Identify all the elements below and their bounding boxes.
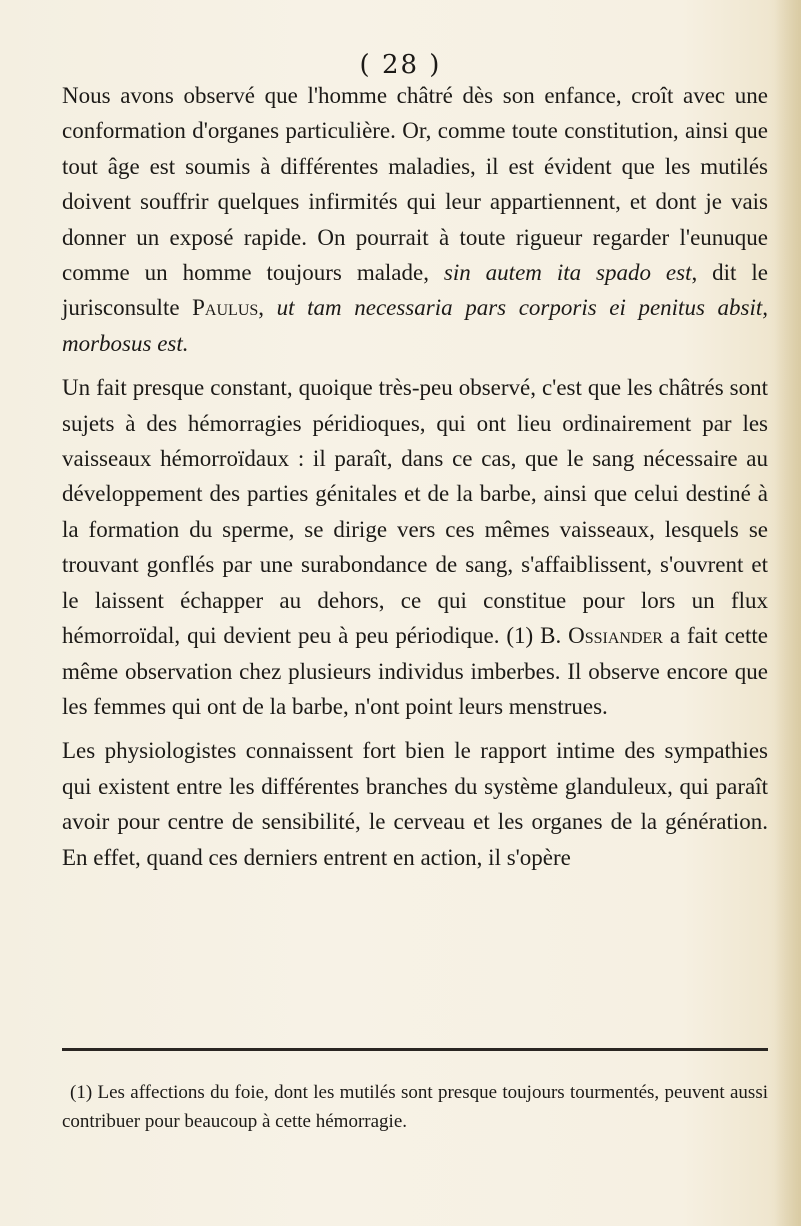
page-number-header: ( 28 )	[359, 50, 442, 80]
footnote-text: (1) Les affections du foie, dont les mutilés sont presque toujours tourmentés, peuvent aussi contribuer pour beaucoup à cette hémorragie.	[62, 1082, 768, 1132]
latin-quote-2: ut tam necessaria pars corporis ei penitus absit, morbosus est.	[62, 295, 768, 356]
paragraph-2	[62, 370, 768, 724]
main-text	[62, 78, 768, 875]
paragraph-1-text: Nous avons observé que l'homme châtré dès son enfance, croît avec une conformation d'organes particulière. Or, comme toute constitution, ainsi que tout âge est soumis à différentes maladies, il est évident que les mutilés doivent souffrir quelques infirmités qui leur appartiennent, et dont je vais donner un exposé rapide. On pourrait à toute rigueur regarder l'eunuque comme un homme toujours malade,	[62, 83, 768, 286]
footnote	[62, 1078, 768, 1136]
paragraph-2-text-b: a fait cette même observation chez plusieurs individus imberbes. Il observe encore que les femmes qui ont de la barbe, n'ont point leurs menstrues.	[62, 623, 768, 719]
author-name-paulus: Paulus	[192, 295, 259, 321]
latin-quote-1: sin autem ita spado est	[443, 260, 692, 286]
paragraph-1-text-b: , dit le jurisconsulte	[62, 260, 768, 321]
paragraph-2-text: Un fait presque constant, quoique très-peu observé, c'est que les châtrés sont sujets à des hémorragies péridioques, qui ont lieu ordinairement par les vaisseaux hémorroïdaux : il paraît, dans ce cas, que le sang nécessaire au développement des parties génitales et de la barbe, ainsi que celui destiné à la formation du sperme, se dirige vers ces mêmes vaisseaux, lesquels se trouvant gonflés par une surabondance de sang, s'affaiblissent, s'ouvrent et le laissent échapper au dehors, ce qui constitue pour lors un flux hémorroïdal, qui devient peu à peu périodique. (1) B.	[62, 375, 768, 649]
page-edge-shading	[775, 0, 801, 1226]
paragraph-1-text-c: ,	[258, 295, 277, 321]
footnote-divider	[62, 1048, 768, 1051]
paragraph-1	[62, 78, 768, 361]
paragraph-3: Les physiologistes connaissent fort bien le rapport intime des sympathies qui existent entre les différentes branches du système glanduleux, qui paraît avoir pour centre de sensibilité, le cerveau et les organes de la génération. En effet, quand ces derniers entrent en action, il s'opère	[62, 738, 768, 870]
author-name-ossiander: Ossiander	[568, 623, 663, 649]
